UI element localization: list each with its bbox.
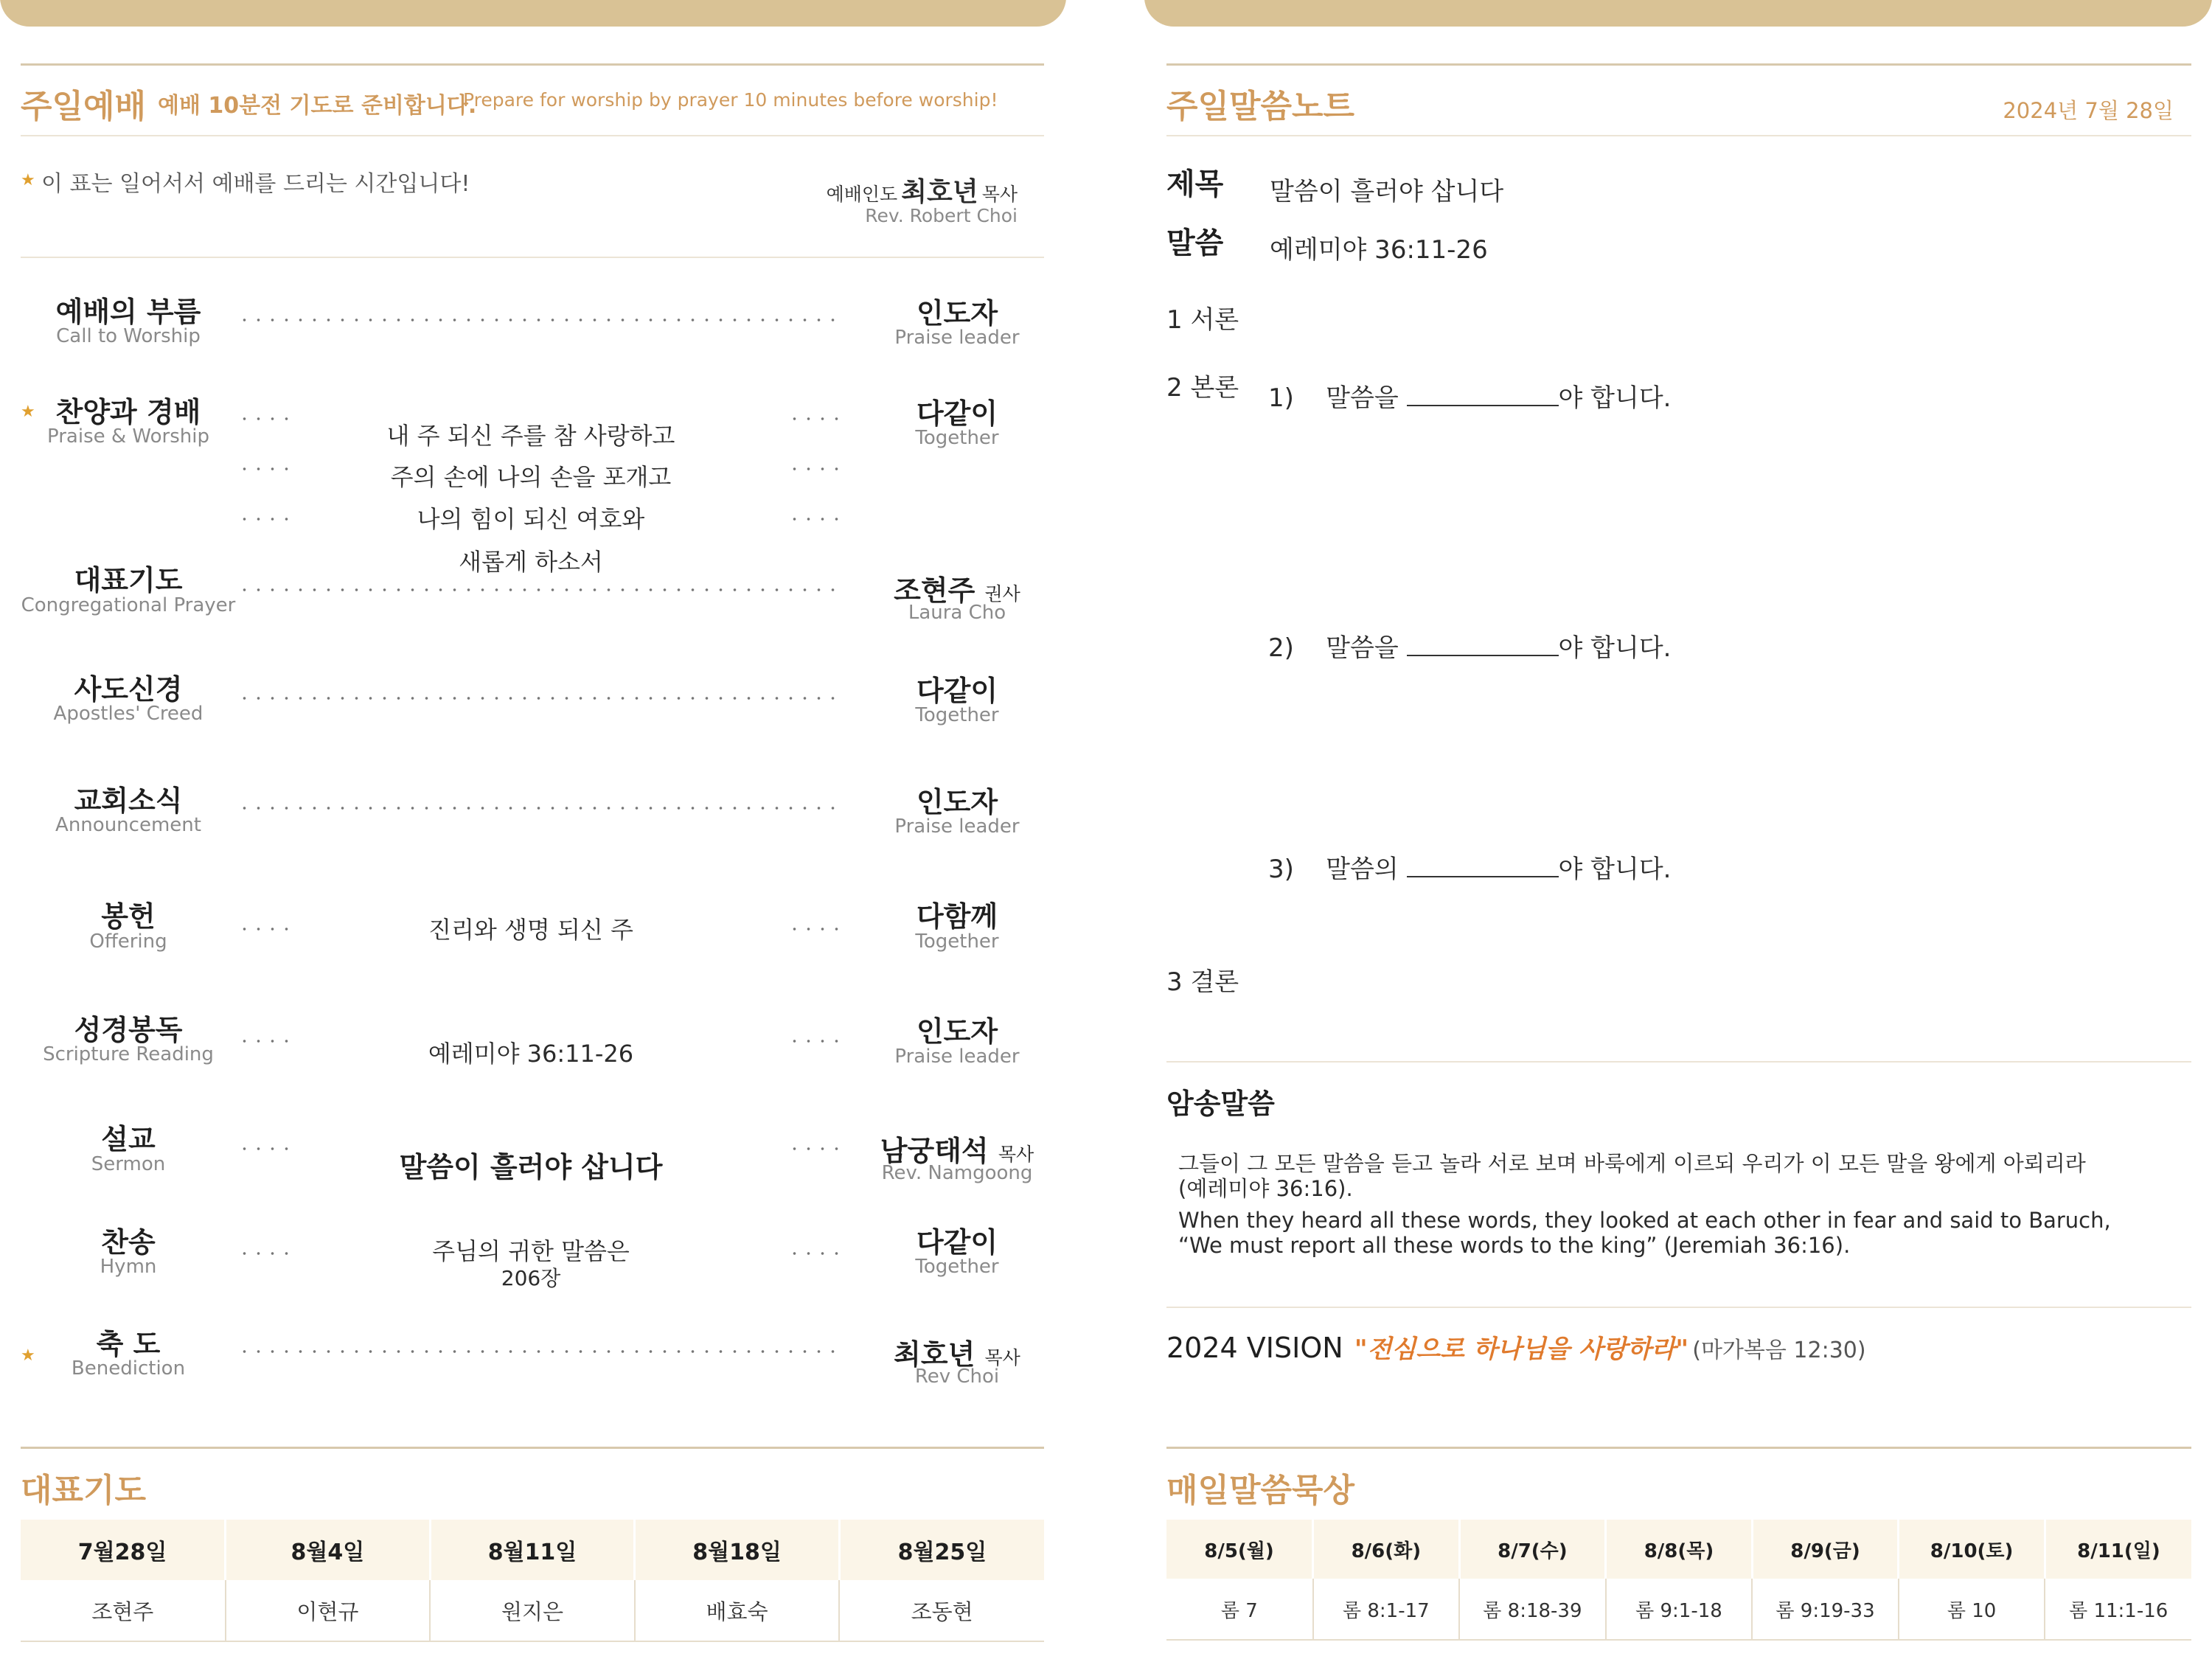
reading-passage: 롬 7 (1166, 1579, 1313, 1640)
prayer-name: 이현규 (226, 1580, 431, 1641)
scripture-reading-text: 예레미야 36:11-26 (428, 1040, 634, 1068)
daily-reading-header (1166, 1520, 2191, 1579)
fill-in-blank[interactable] (1407, 854, 1559, 877)
sermon-note-date: 2024년 7월 28일 (2003, 98, 2174, 123)
leader-name: 최호년 (901, 177, 978, 207)
memory-verse-en-1: When they heard all these words, they looked at each other in fear and said to Baruch, (1178, 1208, 2111, 1233)
point-post: 야 합니다. (1558, 855, 1672, 884)
hymn-title: 주님의 귀한 말씀은 (432, 1237, 630, 1265)
dotted-leader (237, 807, 842, 810)
reading-day: 8/6(화) (1313, 1520, 1460, 1579)
reading-day: 8/11(일) (2045, 1520, 2191, 1579)
reading-day: 8/5(월) (1166, 1520, 1313, 1579)
item-apostles-creed: 사도신경 (74, 673, 183, 706)
dotted-leader (237, 319, 842, 321)
worship-leader (827, 171, 1018, 209)
note-top-rule (1166, 63, 2191, 66)
reading-passage: 롬 9:1-18 (1606, 1579, 1753, 1640)
hymn-number: 206장 (501, 1266, 561, 1290)
worship-sub-rule (21, 135, 1044, 136)
leader-name: 조현주 (894, 574, 975, 607)
point-number: 1) (1268, 383, 1294, 413)
dotted-leader (237, 518, 293, 521)
prayer-schedule-title: 대표기도 (21, 1472, 147, 1509)
outline-intro: 1 서론 (1166, 305, 1239, 335)
vision-top-rule (1166, 1307, 2191, 1308)
vision-label: 2024 VISION (1166, 1332, 1343, 1364)
point-pre: 말씀의 (1326, 855, 1399, 884)
outline-point-3 (1268, 849, 1672, 885)
item-benediction-en: Benediction (71, 1357, 186, 1380)
fill-in-blank[interactable] (1407, 633, 1559, 656)
prayer-name: 조동현 (839, 1580, 1044, 1641)
item-hymn: 찬송 (101, 1226, 156, 1259)
worship-subtitle-ko: 예배 10분전 기도로 준비합니다. (158, 93, 477, 119)
leader-sermon-en: Rev. Namgoong (881, 1162, 1033, 1184)
subject-value: 말씀이 흘러야 삽니다 (1270, 177, 1504, 206)
reading-passage: 롬 9:19-33 (1752, 1579, 1899, 1640)
item-apostles-creed-en: Apostles' Creed (53, 703, 204, 725)
dotted-leader (237, 697, 842, 700)
leader-scripture-reading-en: Praise leader (894, 1046, 1020, 1068)
dotted-leader (787, 417, 844, 420)
prayer-top-rule (21, 1447, 1044, 1449)
order-top-rule (21, 257, 1044, 258)
dotted-leader (237, 467, 293, 470)
prayer-schedule-header (21, 1520, 1044, 1580)
outline-point-2 (1268, 627, 1672, 664)
memory-verse-ko-1: 그들이 그 모든 말씀을 듣고 놀라 서로 보며 바룩에게 이르되 우리가 이 모든 말을 왕에게 아뢰리라 (1178, 1151, 2086, 1176)
point-pre: 말씀을 (1326, 633, 1399, 663)
scripture-label: 말씀 (1166, 226, 1224, 260)
leader-praise-worship-en: Together (915, 427, 999, 449)
star-icon: ★ (21, 171, 35, 189)
right-header-bar (1144, 0, 2212, 27)
reading-day: 8/10(토) (1899, 1520, 2045, 1579)
star-icon: ★ (21, 1346, 35, 1365)
leader-apostles-creed-en: Together (915, 704, 999, 726)
praise-lyric: 주의 손에 나의 손을 포개고 (390, 463, 672, 491)
reading-passage: 롬 8:1-17 (1313, 1579, 1460, 1640)
item-scripture-reading-en: Scripture Reading (43, 1043, 214, 1065)
fill-in-blank[interactable] (1407, 383, 1559, 406)
daily-reading-row (1166, 1579, 2191, 1640)
point-post: 야 합니다. (1558, 383, 1672, 413)
item-scripture-reading: 성경봉독 (74, 1014, 183, 1046)
leader-label: 예배인도 (826, 184, 898, 205)
leader-scripture-reading: 인도자 (916, 1015, 998, 1048)
leader-call-to-worship: 인도자 (916, 297, 998, 330)
subject-label: 제목 (1166, 167, 1224, 201)
reading-passage: 롬 11:1-16 (2045, 1579, 2191, 1640)
scripture-value: 예레미야 36:11-26 (1270, 235, 1488, 265)
dotted-leader (787, 928, 844, 931)
prayer-schedule-table (21, 1520, 1044, 1642)
item-call-to-worship: 예배의 부름 (55, 296, 201, 328)
dotted-leader (787, 1147, 844, 1150)
item-sermon: 설교 (101, 1123, 156, 1155)
memory-verse-ko-2: (예레미야 36:16). (1178, 1176, 1353, 1201)
leader-call-to-worship-en: Praise leader (894, 327, 1020, 349)
prayer-name: 조현주 (21, 1580, 226, 1641)
item-hymn-en: Hymn (100, 1256, 157, 1278)
prayer-date: 7월28일 (21, 1520, 226, 1580)
star-icon: ★ (21, 403, 35, 421)
dotted-leader (787, 467, 844, 470)
leader-title: 권사 (984, 583, 1020, 605)
worship-subtitle-en: Prepare for worship by prayer 10 minutes before worship! (463, 89, 998, 111)
outline-conclusion: 3 결론 (1166, 967, 1239, 997)
leader-offering: 다함께 (916, 900, 998, 933)
prayer-date: 8월4일 (226, 1520, 431, 1580)
prayer-date: 8월18일 (635, 1520, 840, 1580)
leader-name: 최호년 (894, 1338, 975, 1371)
memory-verse-title: 암송말씀 (1166, 1088, 1275, 1120)
left-header-bar (0, 0, 1066, 27)
worship-title: 주일예배 (21, 88, 147, 125)
prayer-date: 8월11일 (430, 1520, 635, 1580)
leader-announcement-en: Praise leader (894, 815, 1020, 838)
item-congregational-prayer-en: Congregational Prayer (21, 594, 236, 616)
leader-hymn-en: Together (915, 1256, 999, 1278)
outline-point-1 (1268, 378, 1672, 414)
standing-note: 이 표는 일어서서 예배를 드리는 시간입니다! (41, 171, 470, 197)
dotted-leader (237, 1252, 293, 1255)
daily-top-rule (1166, 1447, 2191, 1449)
outline-body: 2 본론 (1166, 373, 1239, 403)
point-number: 3) (1268, 855, 1294, 884)
dotted-leader (787, 518, 844, 521)
leader-announcement: 인도자 (916, 786, 998, 818)
reading-day: 8/9(금) (1752, 1520, 1899, 1579)
leader-apostles-creed: 다같이 (916, 675, 998, 707)
sermon-note-title: 주일말씀노트 (1166, 88, 1355, 125)
dotted-leader (237, 1147, 293, 1150)
item-offering: 봉헌 (101, 900, 156, 933)
leader-offering-en: Together (915, 931, 999, 953)
item-sermon-en: Sermon (91, 1153, 166, 1175)
point-pre: 말씀을 (1326, 383, 1399, 413)
item-announcement: 교회소식 (74, 785, 183, 817)
prayer-name: 원지은 (430, 1580, 635, 1641)
item-praise-worship-en: Praise & Worship (47, 425, 209, 448)
prayer-name: 배효숙 (635, 1580, 840, 1641)
leader-title: 목사 (984, 1347, 1020, 1368)
item-praise-worship: 찬양과 경배 (55, 396, 201, 428)
leader-name-en: Rev. Robert Choi (865, 205, 1018, 226)
note-sub-rule (1166, 135, 2191, 136)
vision-quote: "전심으로 하나님을 사랑하라" (1354, 1335, 1689, 1364)
dotted-leader (237, 588, 842, 591)
dotted-leader (237, 928, 293, 931)
memory-top-rule (1166, 1061, 2191, 1062)
dotted-leader (237, 1040, 293, 1043)
worship-top-rule (21, 63, 1044, 66)
leader-name: 남궁태석 (880, 1135, 989, 1167)
item-offering-en: Offering (89, 931, 167, 953)
prayer-schedule-row (21, 1580, 1044, 1641)
dotted-leader (237, 417, 293, 420)
point-post: 야 합니다. (1558, 633, 1672, 663)
vision-line (1166, 1329, 1866, 1365)
daily-reading-table (1166, 1520, 2191, 1641)
reading-day: 8/8(목) (1606, 1520, 1753, 1579)
leader-hymn: 다같이 (916, 1226, 998, 1259)
leader-congregational-prayer-en: Laura Cho (908, 602, 1006, 624)
praise-lyric: 새롭게 하소서 (459, 548, 603, 576)
item-congregational-prayer: 대표기도 (74, 564, 183, 597)
point-number: 2) (1268, 633, 1294, 663)
item-benediction: 축 도 (96, 1328, 161, 1360)
dotted-leader (237, 1350, 842, 1353)
leader-title: 목사 (998, 1144, 1034, 1165)
vision-reference: (마가복음 12:30) (1692, 1338, 1866, 1363)
daily-reading-title: 매일말씀묵상 (1166, 1472, 1355, 1509)
dotted-leader (787, 1040, 844, 1043)
reading-passage: 롬 8:18-39 (1459, 1579, 1606, 1640)
sermon-title: 말씀이 흘러야 삽니다 (399, 1151, 663, 1183)
dotted-leader (787, 1252, 844, 1255)
leader-praise-worship: 다같이 (916, 397, 998, 430)
offering-hymn: 진리와 생명 되신 주 (428, 916, 633, 944)
prayer-date: 8월25일 (839, 1520, 1044, 1580)
leader-benediction-en: Rev Choi (914, 1366, 1000, 1388)
reading-passage: 롬 10 (1899, 1579, 2045, 1640)
memory-verse-en-2: “We must report all these words to the king” (Jeremiah 36:16). (1178, 1233, 1851, 1258)
praise-lyric: 내 주 되신 주를 참 사랑하고 (386, 422, 675, 450)
item-call-to-worship-en: Call to Worship (56, 325, 201, 347)
praise-lyric: 나의 힘이 되신 여호와 (417, 505, 645, 533)
item-announcement-en: Announcement (55, 814, 201, 836)
reading-day: 8/7(수) (1459, 1520, 1606, 1579)
leader-title: 목사 (981, 184, 1018, 205)
